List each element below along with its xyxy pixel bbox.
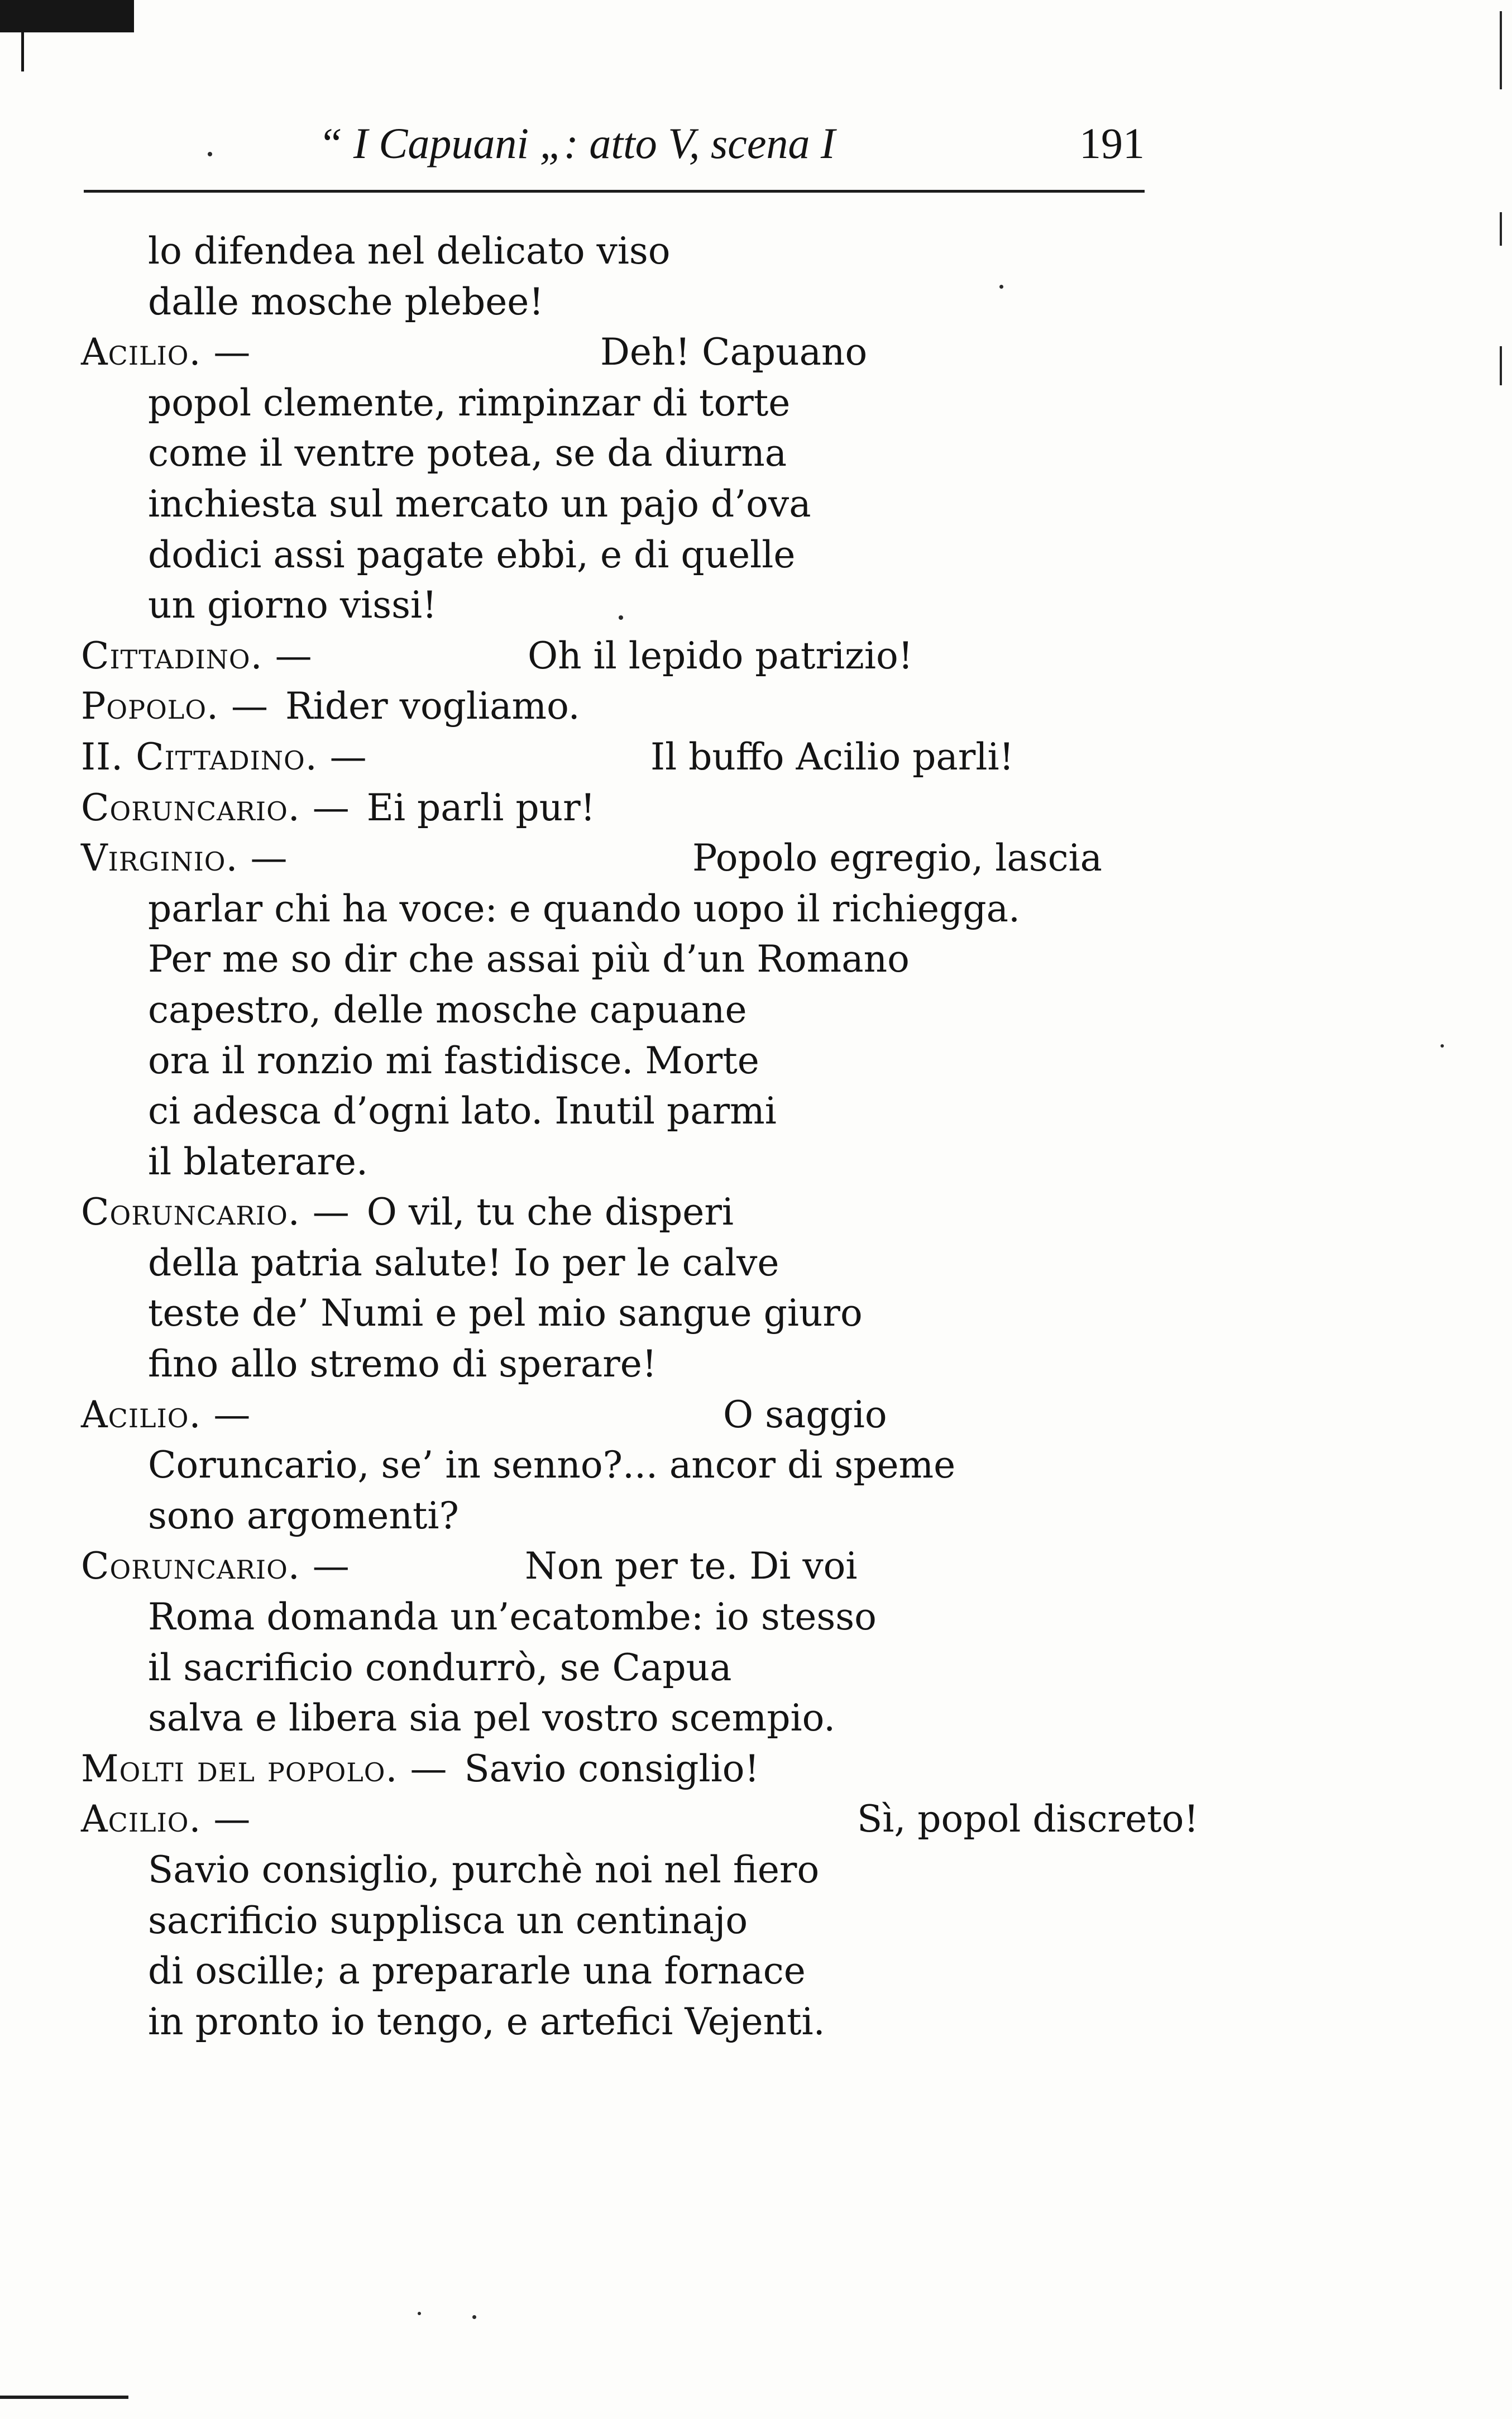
verse-text-line: il sacrificio condurrò, se Capua xyxy=(148,1646,732,1689)
scan-speck xyxy=(472,2315,476,2319)
speaker-label: Acilio. — xyxy=(81,1393,251,1436)
verse-line xyxy=(0,1794,1512,1845)
scan-speck xyxy=(1441,1044,1444,1048)
verse-text-line: capestro, delle mosche capuane xyxy=(148,988,747,1031)
verse-line xyxy=(0,631,1512,682)
verse-line xyxy=(0,934,1512,985)
verse-text-line: Il buffo Acilio parli! xyxy=(650,735,1015,778)
verse-line xyxy=(0,226,1512,277)
verse-text-line: Popolo egregio, lascia xyxy=(692,836,1102,880)
verse-text-line: della patria salute! Io per le calve xyxy=(148,1241,779,1284)
verse-line xyxy=(0,1137,1512,1188)
verse-line xyxy=(0,1643,1512,1694)
verse-line xyxy=(0,1845,1512,1896)
verse-line xyxy=(0,1187,1512,1238)
verse-text-line: ci adesca d’ogni lato. Inutil parmi xyxy=(148,1089,777,1133)
verse-line xyxy=(0,1491,1512,1542)
verse-line xyxy=(0,428,1512,479)
verse-text-line: inchiesta sul mercato un pajo d’ova xyxy=(148,482,811,525)
speaker-label: Coruncario. — xyxy=(81,1545,350,1588)
scan-speck xyxy=(208,152,212,156)
verse-text-line: Per me so dir che assai più d’un Romano xyxy=(148,938,910,981)
verse-line xyxy=(0,1693,1512,1744)
verse-text-line: un giorno vissi! xyxy=(148,584,437,627)
verse-text xyxy=(0,226,1512,2047)
speaker-label: Cittadino. — xyxy=(81,634,313,677)
verse-text-line: sacrificio supplisca un centinajo xyxy=(148,1899,748,1942)
verse-text-line: Savio consiglio, purchè noi nel fiero xyxy=(148,1848,820,1891)
verse-line xyxy=(0,327,1512,378)
verse-text-line: Roma domanda un’ecatombe: io stesso xyxy=(148,1595,877,1639)
header-title: “ I Capuani „: atto V, scena I xyxy=(318,119,835,168)
verse-line xyxy=(0,783,1512,834)
verse-text-line: popol clemente, rimpinzar di torte xyxy=(148,381,791,424)
verse-text-line: di oscille; a prepararle una fornace xyxy=(148,1949,806,1993)
verse-line xyxy=(0,530,1512,581)
verse-line xyxy=(0,1440,1512,1491)
verse-text-line: Non per te. Di voi xyxy=(525,1545,858,1588)
scan-speck xyxy=(619,615,623,620)
verse-text-line: O saggio xyxy=(723,1393,887,1436)
verse-line xyxy=(0,1946,1512,1997)
verse-text-line: il blaterare. xyxy=(148,1140,368,1183)
verse-line xyxy=(0,1086,1512,1137)
verse-line xyxy=(0,1541,1512,1592)
verse-text-line: dodici assi pagate ebbi, e di quelle xyxy=(148,533,796,576)
verse-text-line: ora il ronzio mi fastidisce. Morte xyxy=(148,1039,759,1082)
verse-text-line: in pronto io tengo, e artefici Vejenti. xyxy=(148,2000,825,2043)
running-header xyxy=(84,112,1145,173)
verse-line xyxy=(0,1896,1512,1947)
verse-line xyxy=(0,1744,1512,1795)
verse-text-line: sono argomenti? xyxy=(148,1494,459,1537)
scan-speck xyxy=(418,2312,421,2315)
verse-text-line: dalle mosche plebee! xyxy=(148,280,544,323)
verse-text-line: Rider vogliamo. xyxy=(285,685,580,728)
scan-corner-stem xyxy=(21,32,24,71)
verse-line xyxy=(0,985,1512,1036)
verse-line xyxy=(0,378,1512,429)
verse-text-line: Oh il lepido patrizio! xyxy=(528,634,913,677)
verse-text-line: Sì, popol discreto! xyxy=(857,1797,1199,1841)
verse-text-line: fino allo stremo di sperare! xyxy=(148,1342,657,1386)
speaker-label: II. Cittadino. — xyxy=(81,735,367,778)
speaker-label: Popolo. — xyxy=(81,685,269,728)
verse-text-line: lo difendea nel delicato viso xyxy=(148,230,671,273)
verse-line xyxy=(0,277,1512,328)
verse-text-line: parlar chi ha voce: e quando uopo il richiegga. xyxy=(148,887,1020,930)
speaker-label: Acilio. — xyxy=(81,331,251,374)
verse-text-line: salva e libera sia pel vostro scempio. xyxy=(148,1696,836,1740)
verse-line xyxy=(0,884,1512,935)
verse-line xyxy=(0,833,1512,884)
verse-line xyxy=(0,1036,1512,1087)
verse-line xyxy=(0,1997,1512,2048)
verse-text-line: come il ventre potea, se da diurna xyxy=(148,432,787,475)
verse-text-line: Coruncario, se’ in senno?... ancor di speme xyxy=(148,1443,956,1487)
verse-line xyxy=(0,1390,1512,1441)
verse-line xyxy=(0,1339,1512,1390)
speaker-label: Coruncario. — xyxy=(81,1191,350,1234)
header-rule xyxy=(84,190,1145,193)
scan-edge-mark xyxy=(1500,11,1502,89)
speaker-label: Virginio. — xyxy=(81,836,288,880)
scan-edge-mark xyxy=(1500,212,1502,246)
verse-text-line: Deh! Capuano xyxy=(600,331,868,374)
verse-line xyxy=(0,479,1512,530)
verse-text-line: Savio consiglio! xyxy=(464,1747,760,1790)
verse-text-line: Ei parli pur! xyxy=(366,786,596,829)
verse-line xyxy=(0,681,1512,732)
speaker-label: Acilio. — xyxy=(81,1797,251,1841)
scan-footer-mark xyxy=(0,2396,128,2399)
page-number: 191 xyxy=(1079,119,1145,168)
verse-line xyxy=(0,580,1512,631)
verse-line xyxy=(0,1592,1512,1643)
verse-text-line: O vil, tu che disperi xyxy=(366,1191,734,1234)
scan-edge-mark xyxy=(1500,346,1502,385)
verse-line xyxy=(0,1238,1512,1289)
scan-corner-mark xyxy=(0,0,134,32)
verse-line xyxy=(0,1288,1512,1339)
verse-line xyxy=(0,732,1512,783)
verse-text-line: teste de’ Numi e pel mio sangue giuro xyxy=(148,1292,863,1335)
speaker-label: Molti del popolo. — xyxy=(81,1747,448,1790)
scan-speck xyxy=(999,285,1003,289)
speaker-label: Coruncario. — xyxy=(81,786,350,829)
